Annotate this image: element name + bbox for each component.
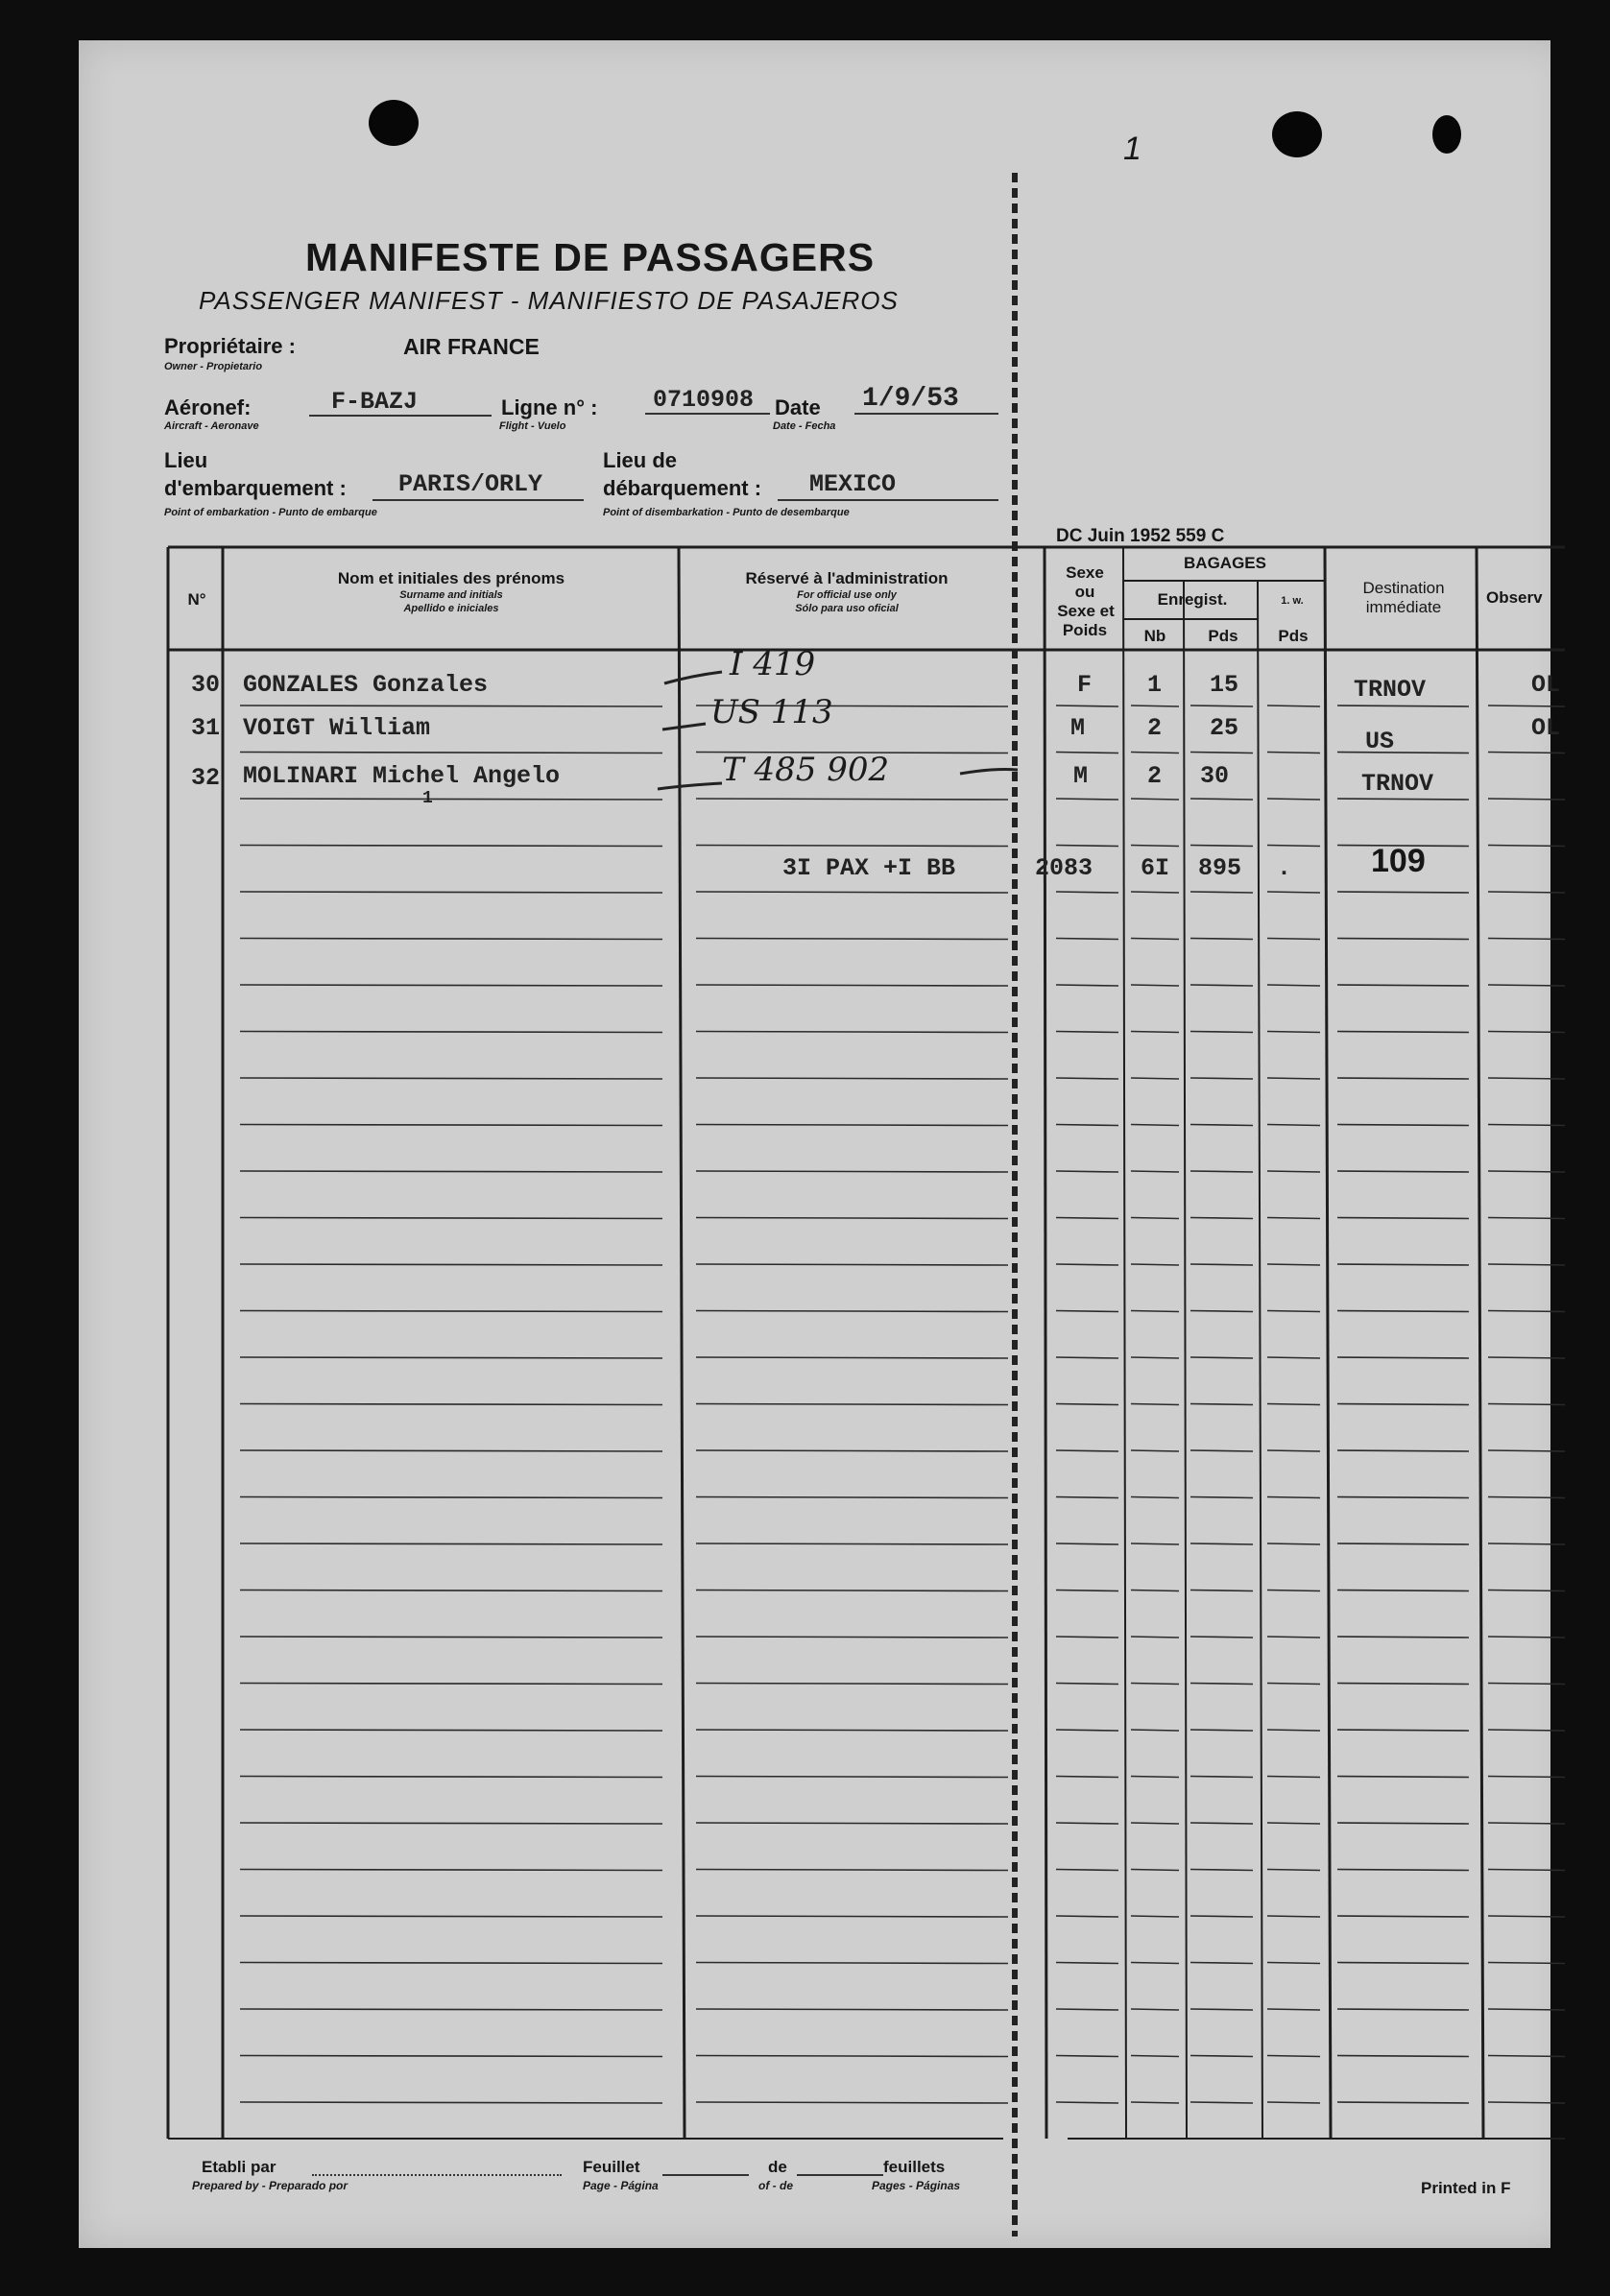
header-lw-pds: Pds xyxy=(1278,627,1309,645)
header-observ: Observ xyxy=(1486,588,1543,607)
flight-sublabel: Flight - Vuelo xyxy=(499,420,566,432)
row-30-name: GONZALES Gonzales xyxy=(243,671,489,699)
printed-in: Printed in F xyxy=(1421,2179,1511,2197)
header-reserved-sub-2: Sólo para uso oficial xyxy=(795,603,899,614)
totals-summary: 3I PAX +I BB xyxy=(782,854,956,882)
page-title: MANIFESTE DE PASSAGERS xyxy=(305,235,876,279)
date-sublabel: Date - Fecha xyxy=(773,420,836,432)
header-name-sub-2: Apellido e iniciales xyxy=(403,603,499,614)
row-30-official: I 419 xyxy=(730,645,816,683)
row-31-name: VOIGT William xyxy=(243,714,431,742)
row-31-obs: OL xyxy=(1531,714,1561,742)
corner-mark: 1 xyxy=(1123,131,1141,167)
row-31-no: 31 xyxy=(191,714,221,742)
footer-feuillet-sub: Page - Página xyxy=(583,2179,659,2192)
footer-feuillets-label: feuillets xyxy=(883,2158,946,2176)
row-30-dest: TRNOV xyxy=(1354,676,1427,704)
header-sexe-4: Poids xyxy=(1062,621,1108,639)
header-pds: Pds xyxy=(1208,627,1238,645)
header-sexe-1: Sexe xyxy=(1066,563,1104,582)
flight-value: 0710908 xyxy=(653,386,755,414)
header-reserved: Réservé à l'administration xyxy=(745,569,949,587)
owner-value: AIR FRANCE xyxy=(403,334,540,359)
totals-count: 109 xyxy=(1371,843,1426,879)
header-nb: Nb xyxy=(1143,627,1166,645)
row-30-no: 30 xyxy=(191,671,221,699)
aircraft-sublabel: Aircraft - Aeronave xyxy=(164,420,259,432)
totals-nb: 6I xyxy=(1141,854,1170,882)
footer-etabli-sub: Prepared by - Preparado por xyxy=(192,2179,348,2192)
disembarkation-label-2: débarquement : xyxy=(603,476,762,500)
footer-feuillet-line xyxy=(662,2174,749,2176)
row-31-sex: M xyxy=(1070,714,1086,742)
row-30-sex: F xyxy=(1077,671,1093,699)
totals-pds: 895 xyxy=(1198,854,1242,882)
footer-feuillet-label: Feuillet xyxy=(583,2158,640,2176)
form-code: DC Juin 1952 559 C xyxy=(1056,526,1225,546)
row-32-official: T 485 902 xyxy=(722,751,890,789)
date-label: Date xyxy=(775,395,821,419)
row-30-obs: OL xyxy=(1531,671,1561,699)
header-bagages: BAGAGES xyxy=(1184,554,1266,572)
footer-feuillets-sub: Pages - Páginas xyxy=(872,2179,961,2192)
row-32-pds: 30 xyxy=(1200,762,1230,790)
row-30-pds: 15 xyxy=(1210,671,1239,699)
header-no: N° xyxy=(187,590,206,609)
date-value: 1/9/53 xyxy=(862,384,959,414)
owner-sublabel: Owner - Propietario xyxy=(164,361,263,372)
embarkation-label-2: d'embarquement : xyxy=(164,476,347,500)
totals-weight: 2083 xyxy=(1035,854,1093,882)
aircraft-label: Aéronef: xyxy=(164,395,252,419)
row-31-pds: 25 xyxy=(1210,714,1239,742)
aircraft-value: F-BAZJ xyxy=(331,388,419,416)
footer-etabli-line xyxy=(312,2174,562,2176)
disembarkation-sublabel: Point of disembarkation - Punto de desembarque xyxy=(603,507,850,518)
page-subtitle: PASSENGER MANIFEST - MANIFIESTO DE PASAJEROS xyxy=(199,286,899,315)
header-destination-2: immédiate xyxy=(1365,598,1442,616)
row-30-nb: 1 xyxy=(1147,671,1163,699)
disembarkation-label-1: Lieu de xyxy=(603,448,678,472)
row-32-name: MOLINARI Michel Angelo xyxy=(243,762,561,790)
header-lw: 1. w. xyxy=(1281,595,1304,607)
header-sexe-2: ou xyxy=(1074,583,1095,601)
disembarkation-value: MEXICO xyxy=(809,470,897,498)
totals-dot: . xyxy=(1277,854,1292,882)
footer-de-line xyxy=(797,2174,883,2176)
row-31-dest: US xyxy=(1365,728,1395,755)
row-32-name-note: 1 xyxy=(422,789,433,808)
footer-de-label: de xyxy=(768,2158,787,2176)
header-reserved-sub-1: For official use only xyxy=(797,589,897,601)
embarkation-sublabel: Point of embarkation - Punto de embarque xyxy=(164,507,377,518)
embarkation-label-1: Lieu xyxy=(164,448,208,472)
owner-label: Propriétaire : xyxy=(164,334,296,358)
header-destination-1: Destination xyxy=(1362,579,1445,597)
row-32-nb: 2 xyxy=(1147,762,1163,790)
header-enregist: Enregist. xyxy=(1157,590,1228,609)
header-sexe-3: Sexe et xyxy=(1057,602,1115,620)
header-name-sub-1: Surname and initials xyxy=(399,589,503,601)
row-32-no: 32 xyxy=(191,764,221,792)
row-32-dest: TRNOV xyxy=(1361,770,1434,798)
row-31-official: US 113 xyxy=(710,693,833,731)
footer-etabli-label: Etabli par xyxy=(202,2158,276,2176)
footer-de-sub: of - de xyxy=(758,2179,793,2192)
embarkation-value: PARIS/ORLY xyxy=(398,470,543,498)
row-31-nb: 2 xyxy=(1147,714,1163,742)
flight-label: Ligne n° : xyxy=(501,395,598,419)
row-32-sex: M xyxy=(1073,762,1089,790)
header-name: Nom et initiales des prénoms xyxy=(337,569,565,587)
